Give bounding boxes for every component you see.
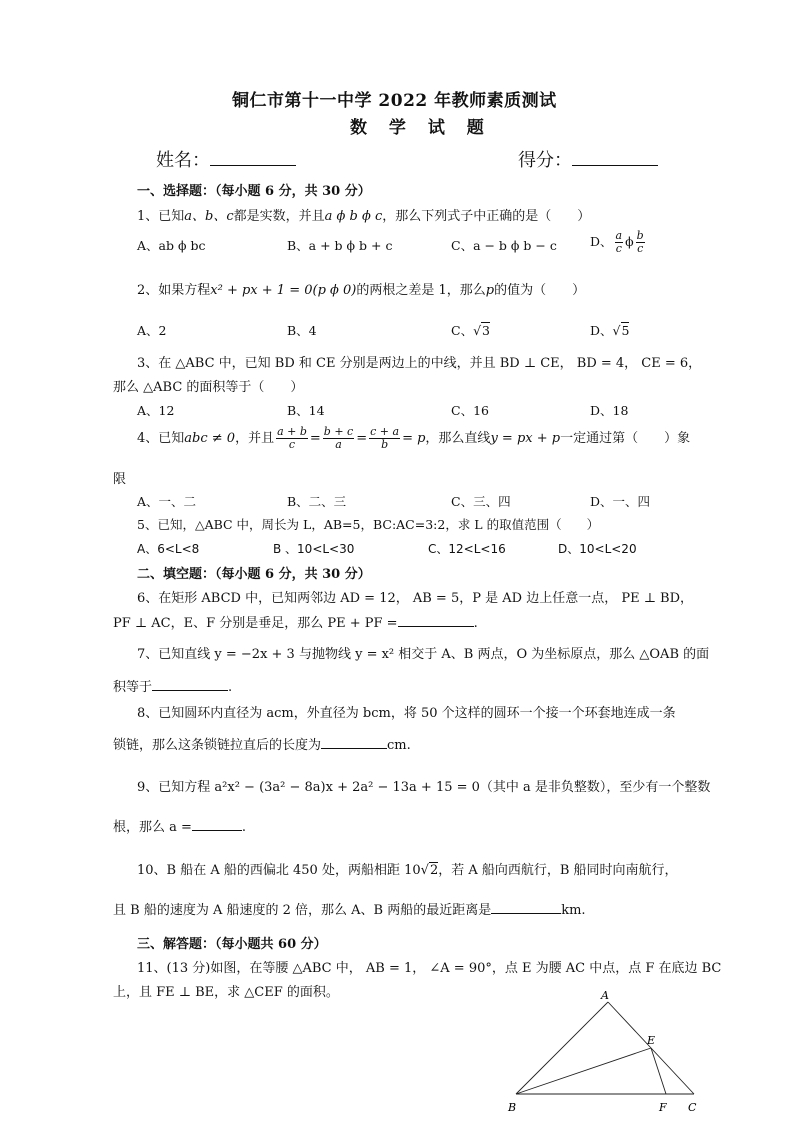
score-label: 得分：: [518, 150, 572, 171]
q8-line-2-text: 锁链，那么这条锁链拉直后的长度为: [113, 738, 322, 753]
q1-option-d: [590, 230, 647, 255]
q1-text-a: 1、已知: [137, 209, 185, 224]
question-6-line-1: 6、在矩形 ABCD 中，已知两邻边 AD = 12， AB = 5，P 是 AD 边上任意一点， PE ⊥ BD，: [137, 591, 694, 606]
q9-line-2-end: .: [241, 820, 247, 835]
q1-text-b: a、b、c: [184, 209, 234, 224]
question-2-stem: [137, 279, 585, 298]
q4-option-c: C、三、四: [451, 494, 511, 509]
section-solve-heading: 三、解答题：（每小题共 60 分）: [137, 937, 327, 952]
q10-line-2-end: km.: [561, 903, 586, 918]
q2-text-e: 的值为（ ）: [494, 283, 586, 298]
q6-line-2-text: PF ⊥ AC，E、F 分别是垂足，那么 PE + PF =: [113, 616, 398, 631]
q2-c-prefix: C、: [451, 323, 474, 338]
q6-answer-blank[interactable]: [398, 612, 474, 627]
triangle-figure: [500, 990, 710, 1115]
q4-text-b: abc ≠ 0: [184, 431, 236, 446]
q2-d-value: 5: [621, 323, 630, 338]
q1-option-a: A、ab ϕ bc: [137, 238, 206, 253]
score-blank: [572, 151, 658, 166]
question-9-line-1: 9、已知方程 a²x² − (3a² − 8a)x + 2a² − 13a + 15 = 0（其中 a 是非负整数），至少有一个整数: [137, 780, 711, 795]
question-11-line-2: 上，且 FE ⊥ BE，求 △CEF 的面积。: [113, 985, 339, 1000]
q7-line-2-end: .: [228, 680, 233, 695]
q9-answer-blank[interactable]: [192, 816, 242, 831]
question-8-line-2: [113, 734, 411, 753]
segment-EF: [651, 1048, 666, 1094]
q3-option-d: D、18: [590, 403, 629, 418]
q8-line-2-end: cm.: [387, 738, 411, 753]
q1-text-c: 都是实数，并且: [233, 209, 325, 224]
q4-text-a: 4、已知: [137, 431, 185, 446]
q2-option-b: B、4: [287, 323, 317, 338]
q2-text-a: 2、如果方程: [137, 283, 211, 298]
q10-text-b: ，若 A 船向西航行，B 船同时向南航行，: [438, 863, 678, 878]
q2-option-a: A、2: [137, 323, 167, 338]
name-field: [156, 146, 296, 172]
q4-option-a: A、一、二: [137, 494, 197, 509]
q1-d-frac-1: $\frac{a}{c}$: [615, 229, 623, 255]
question-1-stem: [137, 205, 590, 224]
q2-d-prefix: D、: [590, 323, 613, 338]
q4-text-g: 一定通过第（ ）象: [560, 431, 691, 446]
question-7-line-2: [113, 676, 232, 695]
q2-text-c: 的两根之差是 1，那么: [356, 283, 486, 298]
q1-d-prefix: D、: [590, 234, 613, 249]
q4-text-f: y = px + p: [490, 431, 561, 446]
q1-d-mid: ϕ: [625, 234, 634, 249]
question-8-line-1: 8、已知圆环内直径为 acm，外直径为 bcm，将 50 个这样的圆环一个接一个环套地连成一条: [137, 706, 676, 721]
label-F: F: [659, 1101, 667, 1114]
q3-option-b: B、14: [287, 403, 325, 418]
q4-frac-3: [369, 426, 400, 451]
q1-text-e: ，那么下列式子中正确的是（ ）: [382, 209, 591, 224]
question-3-line-1: 3、在 △ABC 中，已知 BD 和 CE 分别是两边上的中线，并且 BD ⊥ CE， BD = 4， CE = 6，: [137, 356, 702, 371]
q10-sqrt-value: 2: [429, 863, 439, 878]
q4-option-b: B、二、三: [287, 494, 347, 509]
q2-option-c: C、√3: [451, 323, 490, 338]
question-11-line-1: 11、(13 分)如图，在等腰 △ABC 中， AB = 1， ∠A = 90°，点 E 为腰 AC 中点，点 F 在底边 BC: [137, 961, 722, 976]
segment-BE: [516, 1048, 651, 1094]
q4-frac-1-den: c: [288, 438, 296, 451]
exam-subtitle: 数 学 试 题: [350, 118, 492, 138]
q1-option-b: B、a + b ϕ b + c: [287, 238, 393, 253]
q4-frac-2-num: b + c: [323, 425, 354, 438]
question-7-line-1: 7、已知直线 y = −2x + 3 与抛物线 y = x² 相交于 A、B 两点，O 为坐标原点，那么 △OAB 的面: [137, 647, 710, 662]
q3-option-a: A、12: [137, 403, 175, 418]
question-4-line-2: 限: [113, 472, 127, 487]
q4-option-d: D、一、四: [590, 494, 651, 509]
q1-text-d: a ϕ b ϕ c: [324, 209, 383, 224]
q4-frac-3-den: b: [381, 438, 389, 451]
q4-text-d: = p: [402, 431, 426, 446]
q2-option-d: D、√5: [590, 323, 630, 338]
q10-text-a: 10、B 船在 A 船的西偏北 450 处，两船相距 10: [137, 863, 421, 878]
label-A: A: [601, 990, 609, 1002]
q4-frac-2-den: a: [335, 438, 342, 451]
question-10-line-1: 10、B 船在 A 船的西偏北 450 处，两船相距 10√2，若 A 船向西航行，B 船同时向南航行，: [137, 863, 678, 878]
q5-option-d: D、10<L<20: [558, 542, 637, 556]
section-fill-heading: 二、填空题：（每小题 6 分，共 30 分）: [137, 567, 371, 582]
question-9-line-2: [113, 816, 246, 835]
q4-frac-2: [323, 426, 354, 451]
exam-title: 铜仁市第十一中学 2022 年教师素质测试: [232, 91, 557, 111]
label-B: B: [508, 1101, 517, 1114]
score-field: [518, 146, 658, 172]
q1-d-frac-2: $\frac{b}{c}$: [636, 229, 644, 255]
q8-answer-blank[interactable]: [321, 734, 387, 749]
q4-frac-3-num: c + a: [370, 425, 400, 438]
q7-line-2-text: 积等于: [113, 680, 153, 695]
side-AB: [516, 1002, 608, 1094]
question-5-stem: 5、已知，△ABC 中，周长为 L，AB=5，BC:AC=3:2，求 L 的取值范围（ ）: [137, 517, 600, 532]
q4-frac-1: [276, 426, 308, 451]
q3-option-c: C、16: [451, 403, 489, 418]
q5-option-c: C、12<L<16: [428, 542, 506, 556]
q2-c-value: 3: [482, 323, 490, 338]
q7-answer-blank[interactable]: [152, 676, 228, 691]
q2-text-d: p: [485, 283, 495, 298]
question-6-line-2: [113, 612, 478, 631]
q5-option-a: A、6<L<8: [137, 542, 200, 556]
name-label: 姓名：: [156, 150, 210, 171]
label-E: E: [647, 1034, 656, 1047]
question-10-line-2: [113, 899, 586, 918]
q4-text-e: ，那么直线: [425, 431, 491, 446]
section-choice-heading: 一、选择题：（每小题 6 分，共 30 分）: [137, 184, 371, 199]
q2-text-b: x² + px + 1 = 0(p ϕ 0): [210, 283, 357, 298]
q1-option-c: C、a − b ϕ b − c: [451, 238, 557, 253]
q10-line-2-text: 且 B 船的速度为 A 船速度的 2 倍，那么 A、B 两船的最近距离是: [113, 903, 492, 918]
label-C: C: [688, 1101, 697, 1114]
name-blank: [210, 151, 296, 166]
question-4-line-1: 4、已知abc ≠ 0，并且 $\frac{a + b}{c}$ = $\frac{b + c}{a}$ = $\frac{c + a}{b}$ = p，那么直线y = px + p一定通过第（ ）象: [137, 425, 691, 451]
q4-text-c: ，并且: [235, 431, 275, 446]
question-3-line-2: 那么 △ABC 的面积等于（ ）: [113, 380, 304, 395]
q5-option-b: B 、10<L<30: [273, 542, 355, 556]
q10-answer-blank[interactable]: [491, 899, 561, 914]
q4-frac-1-num: a + b: [277, 425, 307, 438]
q9-line-2-text: 根，那么 a =: [113, 820, 192, 835]
q6-line-2-end: .: [473, 616, 478, 631]
